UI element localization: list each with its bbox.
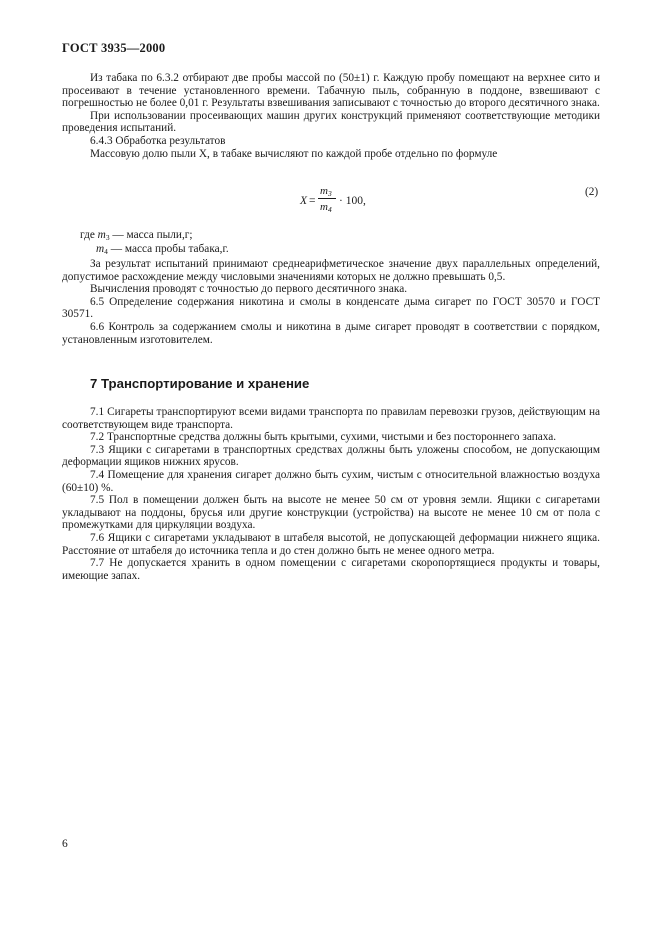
paragraph-7-3: 7.3 Ящики с сигаретами в транспортных средствах должны быть уложены способом, не допускающим деформации ящиков нижних ярусов. xyxy=(62,443,600,469)
paragraph-nicotine-control: 6.6 Контроль за содержанием смолы и никотина в дыме сигарет проводят в соответствии с порядком, установленным изготовителем. xyxy=(62,320,600,346)
paragraph-7-2: 7.2 Транспортные средства должны быть крытыми, сухими, чистыми и без постороннего запаха. xyxy=(90,431,557,444)
formula-numerator: $m_3$ xyxy=(320,185,332,198)
where-line-mass-sample: $m_4$ — масса пробы табака,г. xyxy=(96,243,229,256)
equation-number: (2) xyxy=(585,186,599,198)
formula-denominator: $m_4$ xyxy=(320,201,332,214)
formula-lhs: X xyxy=(300,195,308,207)
page-number: 6 xyxy=(62,838,68,850)
paragraph-7-4: 7.4 Помещение для хранения сигарет должно быть сухим, чистым с относительной влажностью воздуха (60±10) %. xyxy=(62,468,600,494)
middle-text-block xyxy=(62,258,600,346)
formula-multiplier: · 100, xyxy=(339,195,366,207)
paragraph-7-5: 7.5 Пол в помещении должен быть на высоте не менее 50 см от уровня земли. Ящики с сигаретами укладывают на поддоны, брусья или другие конструкции (устройства) на высоте не менее 10 см от пола с промежутками для циркуляции воздуха. xyxy=(62,494,600,532)
section-title-transport: 7 Транспортирование и хранение xyxy=(90,376,310,391)
paragraph-7-6: 7.6 Ящики с сигаретами укладывают в штабеля высотой, не допускающей деформации нижнего ящика. Расстояние от штабеля до источника тепла и до стен должно быть не менее одного метра. xyxy=(62,531,600,557)
paragraph-precision: Вычисления проводят с точностью до первого десятичного знака. xyxy=(90,283,408,296)
paragraph-nicotine-determination: 6.5 Определение содержания никотина и смолы в конденсате дыма сигарет по ГОСТ 30570 и ГОСТ 30571. xyxy=(62,295,600,321)
subsection-heading-results: 6.4.3 Обработка результатов xyxy=(90,134,226,147)
paragraph-other-machines: При использовании просеивающих машин других конструкций применяют соответствующие методики проведения испытаний. xyxy=(62,109,600,135)
paragraph-sampling: Из табака по 6.3.2 отбирают две пробы массой по (50±1) г. Каждую пробу помещают на верхнее сито и просеивают в течение установленного времени. Табачную пыль, собранную в поддоне, взвешивают с погрешностью не более 0,01 г. Результаты взвешивания записывают с точностью до второго десятичного знака. xyxy=(62,72,600,110)
where-line-mass-dust: где $m_3$ — масса пыли,г; xyxy=(80,229,193,242)
paragraph-result-average: За результат испытаний принимают среднеарифметическое значение двух параллельных определений, допустимое расхождение между числовыми значениями которых не должно превышать 0,5. xyxy=(62,258,600,283)
document-header: ГОСТ 3935—2000 xyxy=(62,41,166,55)
formula-equals: = xyxy=(309,195,316,207)
fraction-bar xyxy=(318,198,336,199)
section-text-block xyxy=(62,406,600,582)
paragraph-7-1: 7.1 Сигареты транспортируют всеми видами транспорта по правилам перевозки грузов, действующим на соответствующем виде транспорта. xyxy=(62,406,600,431)
top-text-block xyxy=(62,72,600,160)
paragraph-formula-intro: Массовую долю пыли X, в табаке вычисляют по каждой пробе отдельно по формуле xyxy=(90,147,498,160)
formula-dust-fraction xyxy=(296,185,416,219)
paragraph-7-7: 7.7 Не допускается хранить в одном помещении с сигаретами скоропортящиеся продукты и товары, имеющие запах. xyxy=(62,557,600,582)
